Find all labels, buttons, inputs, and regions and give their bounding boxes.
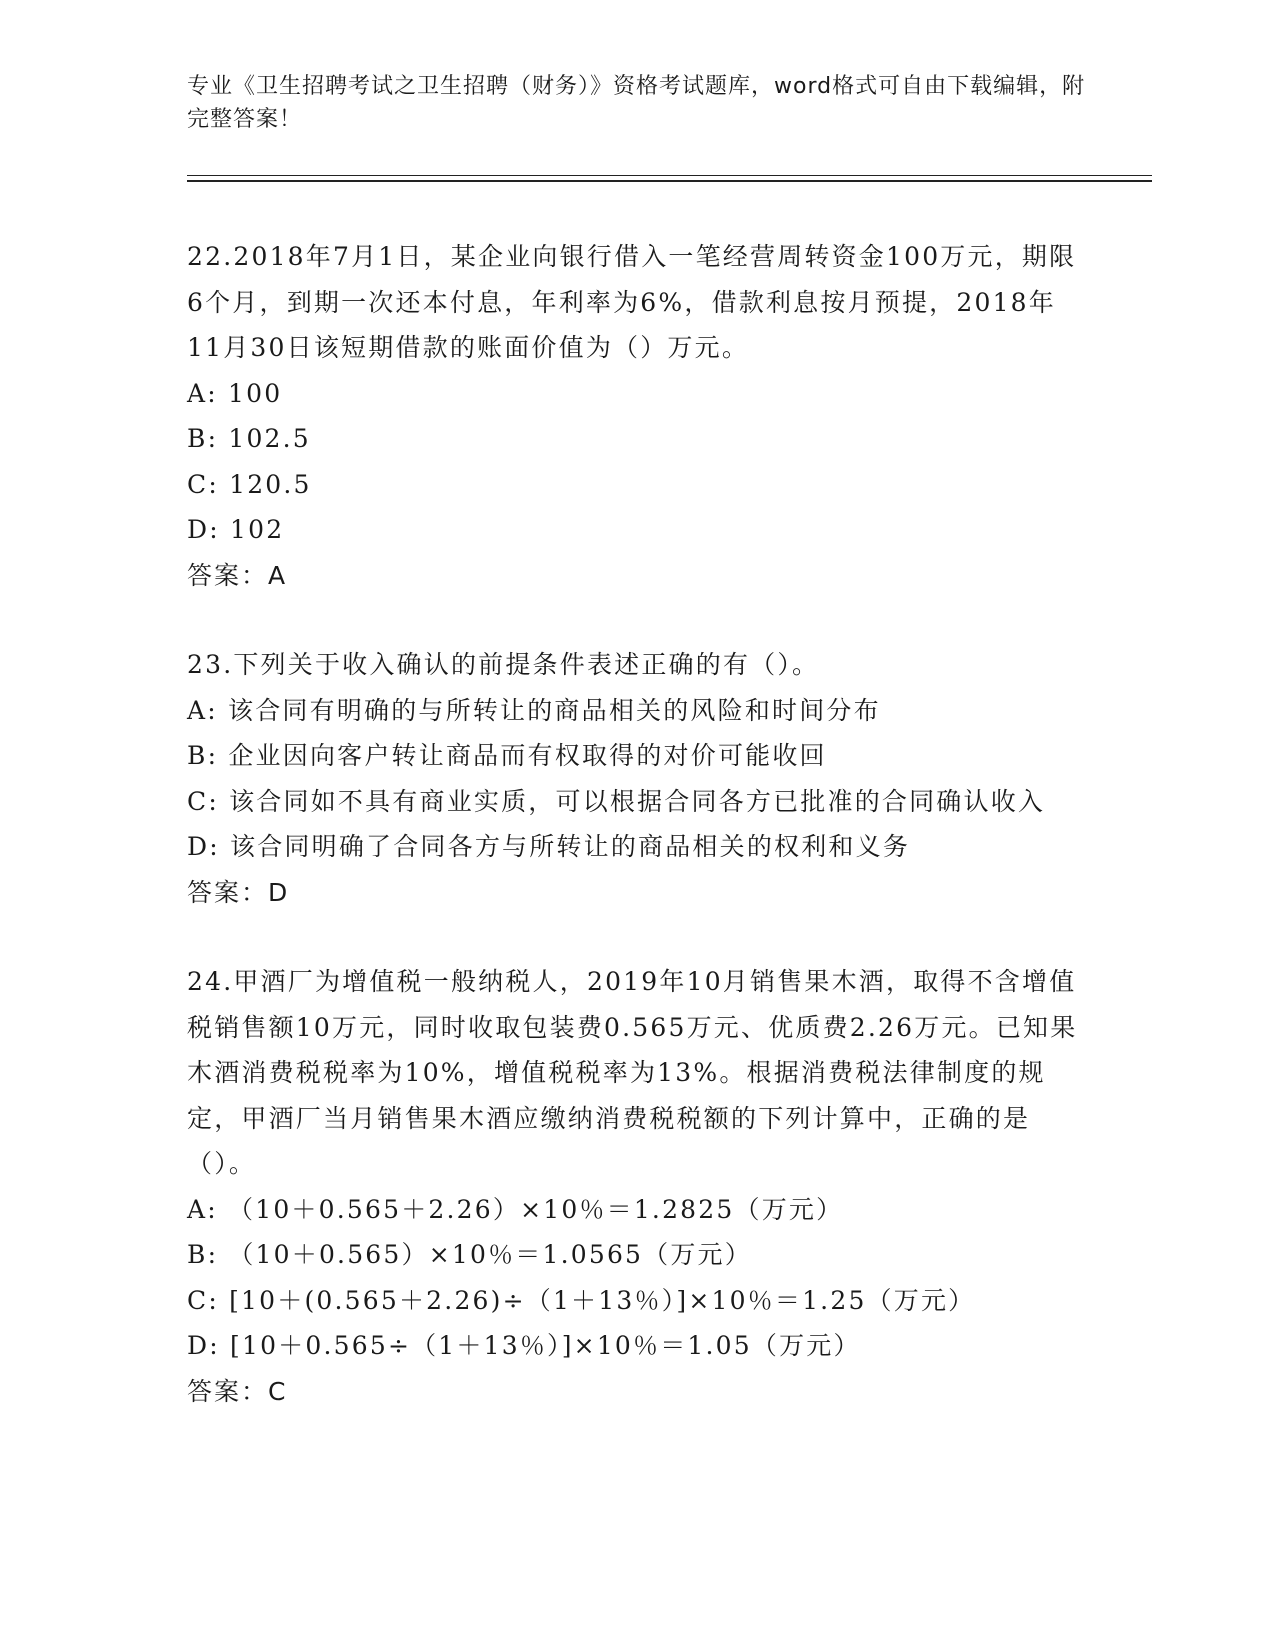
answer-line: 答案：D <box>187 877 290 907</box>
option-a: A: 该合同有明确的与所转让的商品相关的风险和时间分布 <box>187 695 881 725</box>
question-stem: 24.甲酒厂为增值税一般纳税人，2019年10月销售果木酒，取得不含增值税销售额10万元，同时收取包装费0.565万元、优质费2.26万元。已知果木酒消费税税率为10%，增值税税率为13%。根据消费税法律制度的规定，甲酒厂当月销售果木酒应缴纳消费税税额的下列计算中，正确的是（）。 <box>187 967 1078 1178</box>
answer-line: 答案：A <box>187 560 288 590</box>
option-d: D: 102 <box>187 515 285 544</box>
option-c: C: [10＋(0.565＋2.26)÷（1＋13％）]×10％＝1.25（万元） <box>187 1285 976 1315</box>
option-b: B: （10＋0.565）×10％＝1.0565（万元） <box>187 1240 752 1269</box>
header-divider-thick <box>187 180 1152 182</box>
header-divider-thin <box>187 175 1152 176</box>
question-list <box>187 234 1087 1458</box>
question-23 <box>187 642 1087 915</box>
option-b: B: 企业因向客户转让商品而有权取得的对价可能收回 <box>187 741 827 770</box>
question-24 <box>187 959 1087 1414</box>
question-stem: 23.下列关于收入确认的前提条件表述正确的有（）。 <box>187 650 820 679</box>
option-d: D: 该合同明确了合同各方与所转让的商品相关的权利和义务 <box>187 832 911 861</box>
option-a: A: （10＋0.565＋2.26）×10％＝1.2825（万元） <box>187 1194 844 1224</box>
question-22 <box>187 234 1087 598</box>
document-header: 专业《卫生招聘考试之卫生招聘（财务）》资格考试题库，word格式可自由下载编辑，附完整答案！ <box>187 74 1086 132</box>
option-c: C: 120.5 <box>187 469 312 499</box>
answer-line: 答案：C <box>187 1376 288 1406</box>
option-a: A: 100 <box>187 378 283 408</box>
option-c: C: 该合同如不具有商业实质，可以根据合同各方已批准的合同确认收入 <box>187 786 1046 816</box>
option-d: D: [10＋0.565÷（1＋13％）]×10％＝1.05（万元） <box>187 1331 861 1360</box>
question-stem: 22.2018年7月1日，某企业向银行借入一笔经营周转资金100万元，期限6个月，到期一次还本付息，年利率为6%，借款利息按月预提，2018年11月30日该短期借款的账面价值为（）万元。 <box>187 242 1077 362</box>
option-b: B: 102.5 <box>187 424 311 453</box>
